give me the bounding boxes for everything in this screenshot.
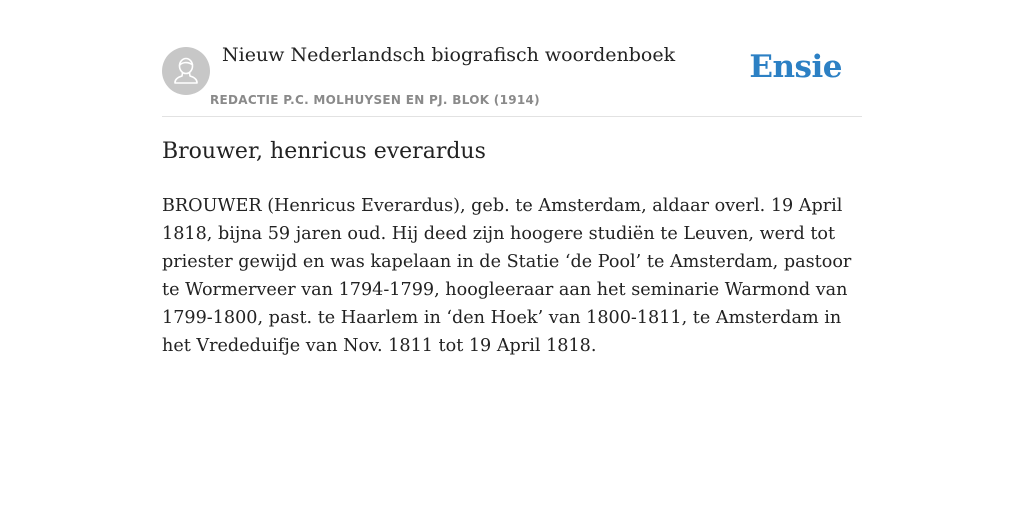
source-subtitle: REDACTIE P.C. MOLHUYSEN EN PJ. BLOK (1914)	[210, 93, 540, 107]
source-title[interactable]: Nieuw Nederlandsch biografisch woordenboek	[222, 44, 676, 66]
user-icon	[162, 47, 210, 95]
entry-title: Brouwer, henricus everardus	[162, 139, 486, 164]
entry-body: BROUWER (Henricus Everardus), geb. te Amsterdam, aldaar overl. 19 April 1818, bijna 59 jaren oud. Hij deed zijn hoogere studiën te Leuven, werd tot priester gewijd en was kapelaan in de Statie ‘de Pool’ te Amsterdam, pastoor te Wormerveer van 1794-1799, hoogleeraar aan het seminarie Warmond van 1799-1800, past. te Haarlem in ‘den Hoek’ van 1800-1811, te Amsterdam in het Vrededuifje van Nov. 1811 tot 19 April 1818.	[162, 196, 852, 356]
ensie-logo[interactable]: Ensie	[749, 49, 842, 85]
source-header	[162, 0, 862, 117]
avatar[interactable]	[162, 47, 210, 95]
